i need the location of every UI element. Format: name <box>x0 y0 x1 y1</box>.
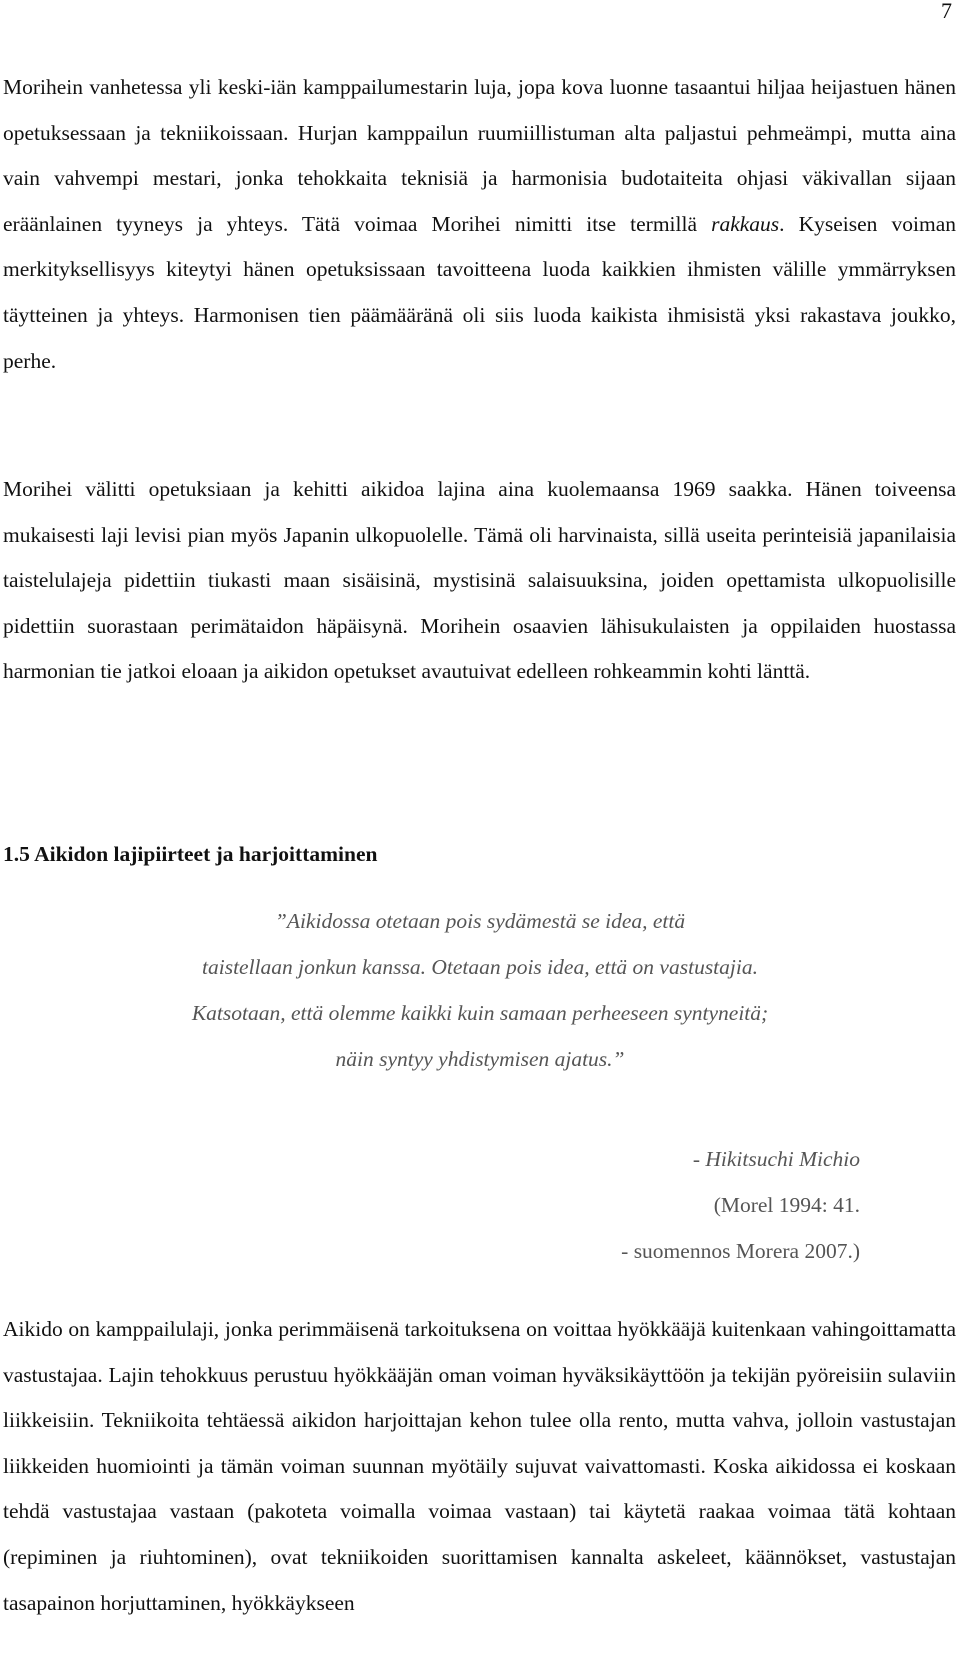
section-heading: 1.5 Aikidon lajipiirteet ja harjoittaminen <box>3 842 378 866</box>
term-rakkaus: rakkaus <box>711 211 780 236</box>
quote-line: näin syntyy yhdistymisen ajatus.” <box>335 1047 625 1071</box>
quote-translation: - suomennos Morera 2007.) <box>621 1239 860 1263</box>
quote-attribution <box>621 1136 860 1274</box>
paragraph-spread-of-aikido: Morihei välitti opetuksiaan ja kehitti aikidoa lajina aina kuolemaansa 1969 saakka. Hänen toiveensa mukaisesti laji levisi pian myös Japanin ulkopuolelle. Tämä oli harvinaista, sillä useita perinteisiä japanilaisia taistelulajeja pidettiin tiukasti maan sisäisinä, mystisinä salaisuuksina, joiden opettamista ulkopuolisille pidettiin suorastaan perimätaidon häpäisynä. Morihein osaavien lähisukulaisten ja oppilaiden huostassa harmonian tie jatkoi eloaan ja aikidon opetukset avautuivat edelleen rohkeammin kohti länttä. <box>3 477 956 684</box>
quote-line: taistellaan jonkun kanssa. Otetaan pois idea, että on vastustajia. <box>202 955 758 979</box>
quote-block <box>0 898 960 1082</box>
page-number: 7 <box>941 0 952 23</box>
paragraph-morihei-aging <box>3 65 956 384</box>
quote-line: Katsotaan, että olemme kaikki kuin samaan perheeseen syntyneitä; <box>191 1001 769 1025</box>
quote-source: (Morel 1994: 41. <box>713 1193 860 1217</box>
quote-line: ”Aikidossa otetaan pois sydämestä se idea, että <box>274 909 686 933</box>
paragraph-aikido-characteristics: Aikido on kamppailulaji, jonka perimmäisenä tarkoituksena on voittaa hyökkääjä kuitenkaan vahingoittamatta vastustajaa. Lajin tehokkuus perustuu hyökkääjän oman voiman hyväksikäyttöön ja tekijän pyöreisiin sulaviin liikkeisiin. Tekniikoita tehtäessä aikidon harjoittajan kehon tulee olla rento, mutta vahva, jolloin vastustajan liikkeiden huomiointi ja tämän voiman suunnan myötäily sujuvat vaivattomasti. Koska aikidossa ei koskaan tehdä vastustajaa vastaan (pakoteta voimalla voimaa vastaan) tai käytetä raakaa voimaa tätä kohtaan (repiminen ja riuhtominen), ovat tekniikoiden suorittamisen kannalta askeleet, käännökset, vastustajan tasapainon horjuttaminen, hyökkäykseen <box>3 1317 956 1615</box>
paragraph-text: Morihein vanhetessa yli keski-iän kamppailumestarin luja, jopa kova luonne tasaantui hiljaa heijastuen hänen opetuksessaan ja tekniikoissaan. Hurjan kamppailun ruumiillistuman alta paljastui pehmeämpi, mutta aina vain vahvempi mestari, jonka tehokkaita teknisiä ja harmonisia budotaiteita ohjasi väkivallan sijaan eräänlainen tyyneys ja yhteys. Tätä voimaa Morihei nimitti itse termillä <box>3 75 956 236</box>
paragraph-text: . Kyseisen voiman merkityksellisyys kiteytyi hänen opetuksissaan tavoitteena luoda kaikkien ihmisten välille ymmärryksen täytteinen ja yhteys. Harmonisen tien päämääränä oli siis luoda kaikista ihmisistä yksi rakastava joukko, perhe. <box>3 211 956 373</box>
quote-author: - Hikitsuchi Michio <box>692 1147 860 1171</box>
